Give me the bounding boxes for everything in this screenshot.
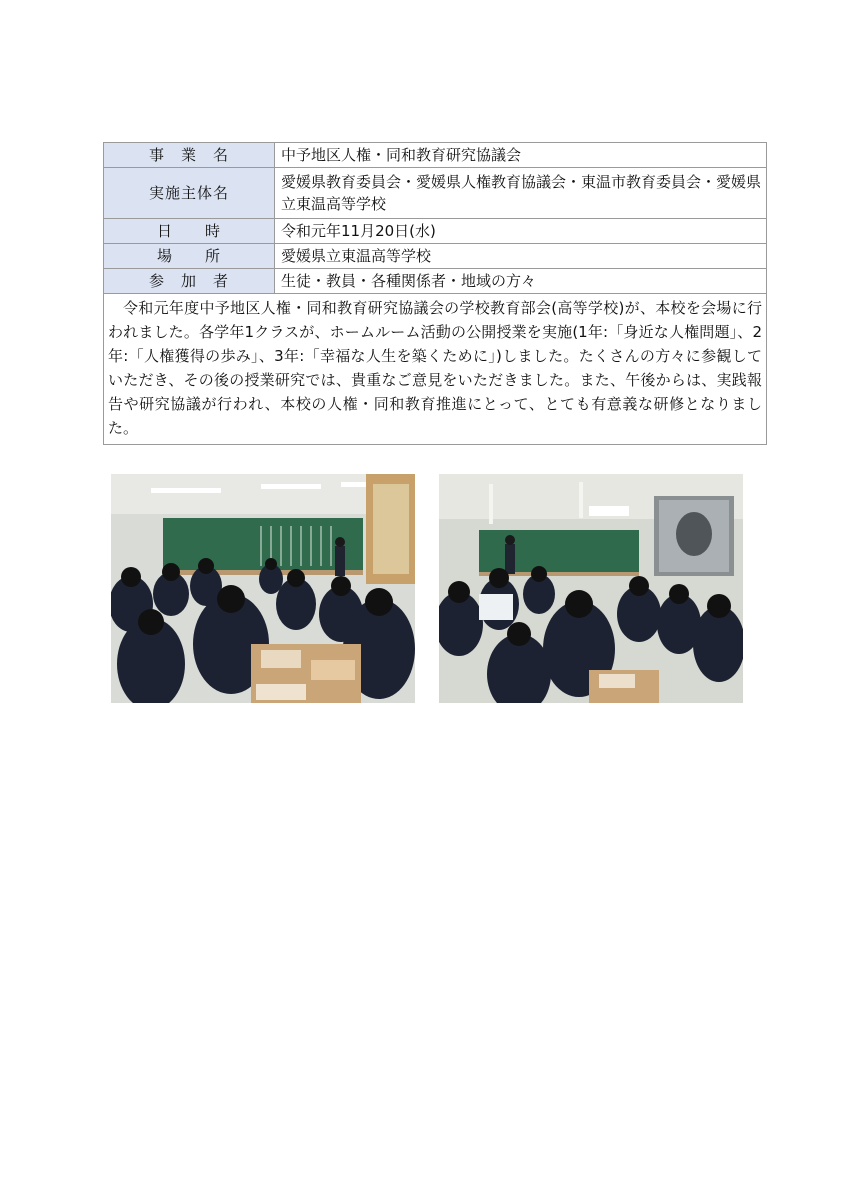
row-event-name <box>104 143 767 168</box>
label-place: 場 所 <box>104 244 275 269</box>
value-event-name: 中予地区人権・同和教育研究協議会 <box>275 143 767 168</box>
label-participants: 参 加 者 <box>104 269 275 294</box>
summary-text: 令和元年度中予地区人権・同和教育研究協議会の学校教育部会(高等学校)が、本校を会場に行われました。各学年1クラスが、ホームルーム活動の公開授業を実施(1年:「身近な人権問題」、2年:「人権獲得の歩み」、3年:「幸福な人生を築くために」)しました。たくさんの方々に参観していただき、その後の授業研究では、貴重なご意見をいただきました。また、午後からは、実践報告や研究協議が行われ、本校の人権・同和教育推進にとって、とても有意義な研修となりました。 <box>104 294 767 445</box>
value-participants: 生徒・教員・各種関係者・地域の方々 <box>275 269 767 294</box>
classroom-photo-projector <box>439 474 743 703</box>
row-place <box>104 244 767 269</box>
event-info-table <box>103 142 767 445</box>
value-place: 愛媛県立東温高等学校 <box>275 244 767 269</box>
label-organizer: 実施主体名 <box>104 168 275 219</box>
label-event-name: 事 業 名 <box>104 143 275 168</box>
label-date: 日 時 <box>104 219 275 244</box>
row-participants <box>104 269 767 294</box>
classroom-photo-blackboard <box>111 474 415 703</box>
row-summary <box>104 294 767 445</box>
value-date: 令和元年11月20日(水) <box>275 219 767 244</box>
row-date <box>104 219 767 244</box>
value-organizer: 愛媛県教育委員会・愛媛県人権教育協議会・東温市教育委員会・愛媛県立東温高等学校 <box>275 168 767 219</box>
row-organizer <box>104 168 767 219</box>
